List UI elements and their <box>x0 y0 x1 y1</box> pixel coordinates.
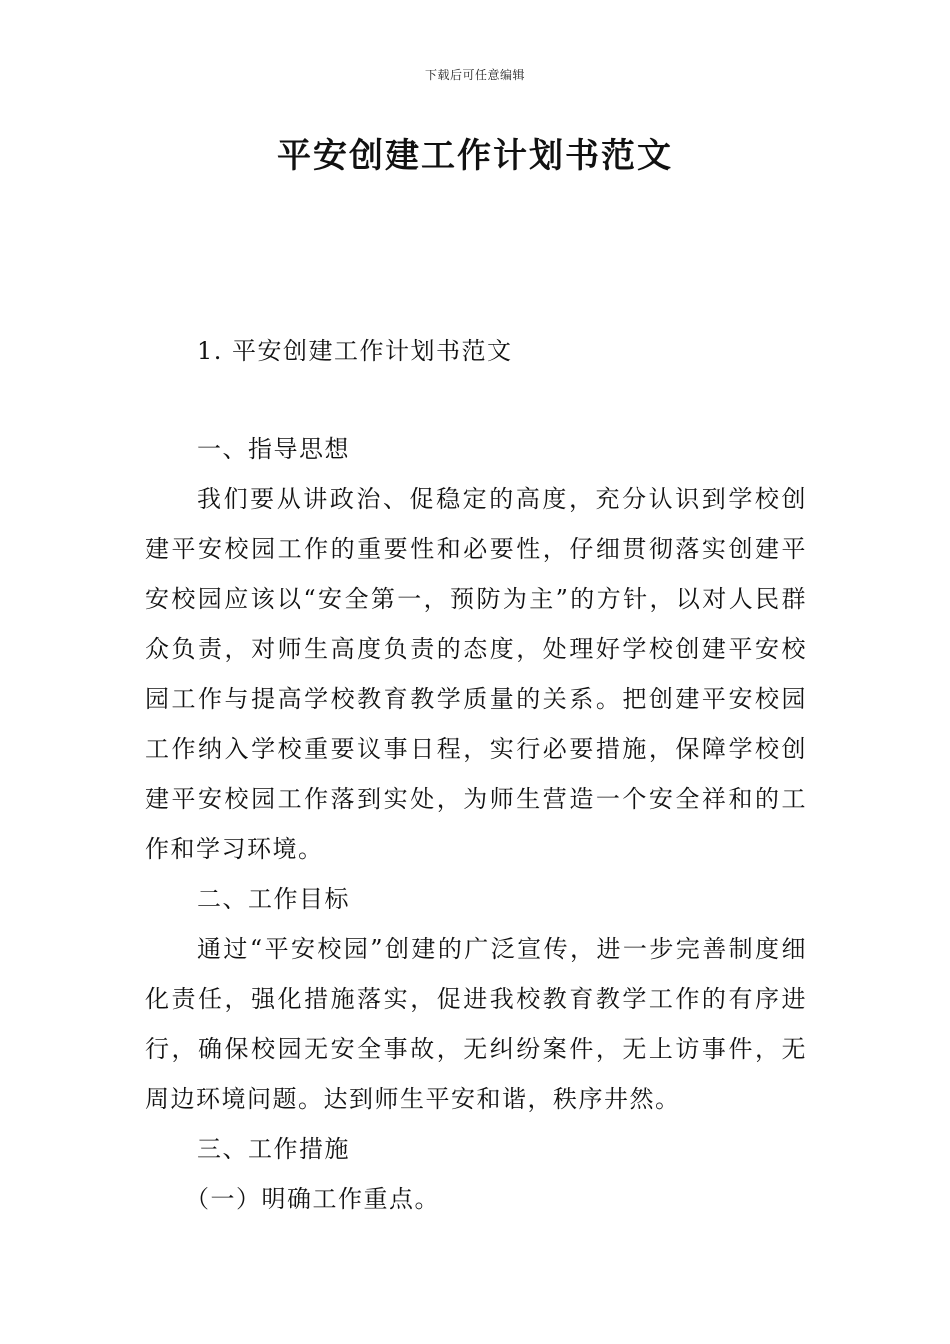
section-subtitle: 1. 平安创建工作计划书范文 <box>197 337 513 365</box>
section-heading-work-measures: 三、工作措施 <box>197 1135 350 1163</box>
document-body <box>145 424 807 1224</box>
section-heading-work-goals: 二、工作目标 <box>197 885 350 913</box>
paragraph-guiding-ideology: 我们要从讲政治、促稳定的高度，充分认识到学校创建平安校园工作的重要性和必要性，仔细贯彻落实创建平安校园应该以“安全第一，预防为主”的方针，以对人民群众负责，对师生高度负责的态度，处理好学校创建平安校园工作与提高学校教育教学质量的关系。把创建平安校园工作纳入学校重要议事日程，实行必要措施，保障学校创建平安校园工作落到实处，为师生营造一个安全祥和的工作和学习环境。 <box>145 485 807 863</box>
document-title: 平安创建工作计划书范文 <box>277 136 673 176</box>
section-heading-guiding-ideology: 一、指导思想 <box>197 435 350 463</box>
subheading-clarify-focus: （一）明确工作重点。 <box>185 1185 440 1213</box>
header-note: 下载后可任意编辑 <box>424 68 525 82</box>
paragraph-work-goals: 通过“平安校园”创建的广泛宣传，进一步完善制度细化责任，强化措施落实，促进我校教育教学工作的有序进行，确保校园无安全事故，无纠纷案件，无上访事件，无周边环境问题。达到师生平安和谐，秩序井然。 <box>145 935 807 1113</box>
